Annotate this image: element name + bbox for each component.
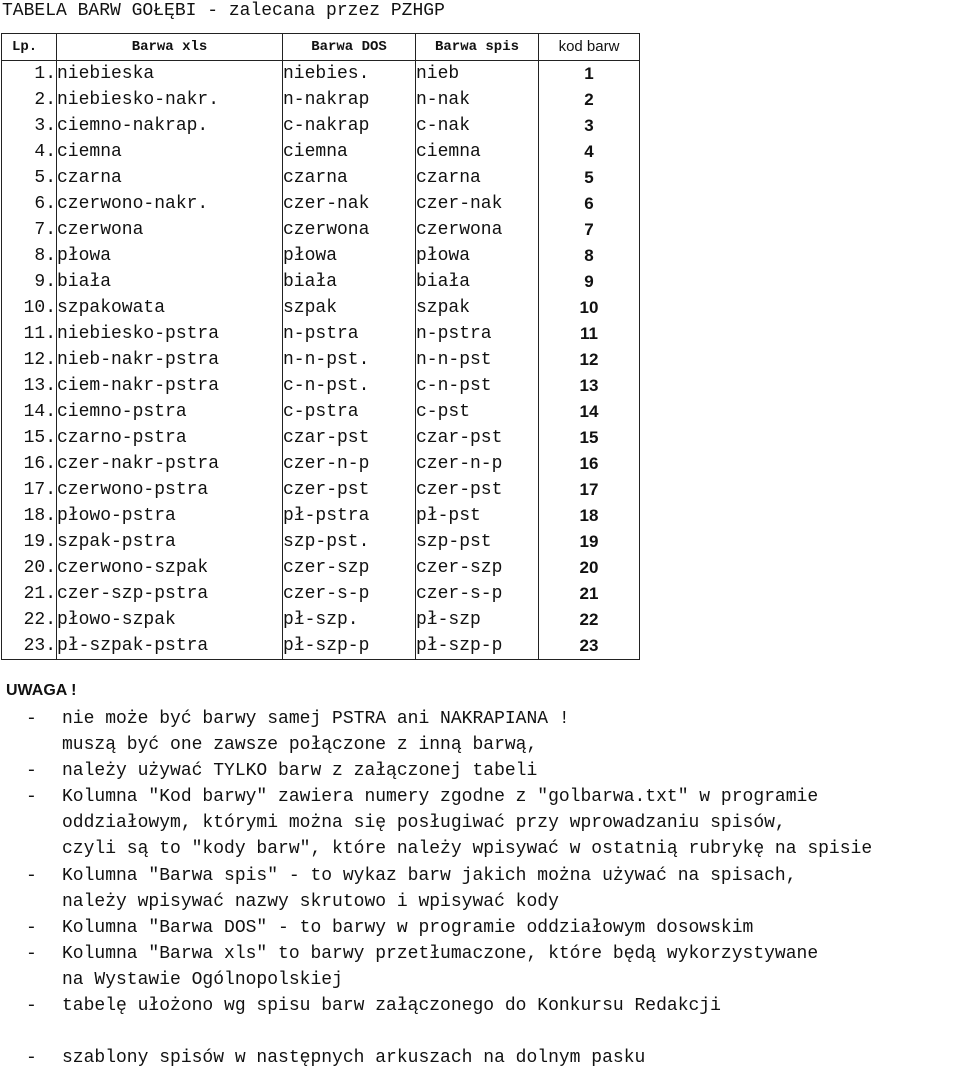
cell-lp: 13.: [2, 373, 57, 399]
table-row: [2, 607, 640, 633]
cell-barwa-xls: ciemna: [57, 139, 283, 165]
warning-label: UWAGA !: [6, 682, 77, 699]
cell-barwa-dos: czer-szp: [283, 555, 416, 581]
table-row: [2, 581, 640, 607]
cell-barwa-xls: pł-szpak-pstra: [57, 633, 283, 660]
cell-kod-barw: 8: [539, 243, 640, 269]
cell-barwa-xls: niebiesko-nakr.: [57, 87, 283, 113]
page-title: TABELA BARW GOŁĘBI - zalecana przez PZHGP: [2, 1, 445, 21]
note-text: Kolumna "Kod barwy" zawiera numery zgodne z "golbarwa.txt" w programie: [62, 787, 819, 807]
note-text: na Wystawie Ogólnopolskiej: [62, 970, 343, 990]
color-table: [1, 33, 640, 660]
cell-kod-barw: 18: [539, 503, 640, 529]
cell-barwa-dos: biała: [283, 269, 416, 295]
cell-barwa-xls: czer-nakr-pstra: [57, 451, 283, 477]
table-row: [2, 165, 640, 191]
cell-barwa-xls: czerwono-nakr.: [57, 191, 283, 217]
cell-kod-barw: 16: [539, 451, 640, 477]
cell-lp: 20.: [2, 555, 57, 581]
table-row: [2, 373, 640, 399]
cell-lp: 18.: [2, 503, 57, 529]
cell-lp: 19.: [2, 529, 57, 555]
note-bullet: -: [26, 761, 37, 781]
note-text: tabelę ułożono wg spisu barw załączonego do Konkursu Redakcji: [62, 996, 721, 1016]
cell-barwa-xls: płowa: [57, 243, 283, 269]
cell-barwa-spis: c-nak: [416, 113, 539, 139]
cell-barwa-spis: czer-s-p: [416, 581, 539, 607]
cell-barwa-spis: n-pstra: [416, 321, 539, 347]
cell-barwa-xls: płowo-szpak: [57, 607, 283, 633]
cell-lp: 7.: [2, 217, 57, 243]
cell-barwa-xls: czer-szp-pstra: [57, 581, 283, 607]
cell-kod-barw: 9: [539, 269, 640, 295]
cell-barwa-dos: pł-pstra: [283, 503, 416, 529]
cell-barwa-dos: pł-szp-p: [283, 633, 416, 660]
note-bullet: -: [26, 866, 37, 886]
cell-barwa-spis: pł-pst: [416, 503, 539, 529]
table-row: [2, 139, 640, 165]
cell-kod-barw: 5: [539, 165, 640, 191]
cell-barwa-spis: czer-szp: [416, 555, 539, 581]
cell-kod-barw: 23: [539, 633, 640, 660]
cell-barwa-spis: c-pst: [416, 399, 539, 425]
table-row: [2, 61, 640, 88]
cell-kod-barw: 19: [539, 529, 640, 555]
cell-barwa-spis: ciemna: [416, 139, 539, 165]
cell-barwa-spis: pł-szp: [416, 607, 539, 633]
cell-lp: 17.: [2, 477, 57, 503]
header-barwa-xls: Barwa xls: [57, 34, 283, 61]
cell-barwa-xls: czerwona: [57, 217, 283, 243]
cell-barwa-xls: czerwono-szpak: [57, 555, 283, 581]
cell-barwa-dos: czer-pst: [283, 477, 416, 503]
table-row: [2, 347, 640, 373]
note-bullet: -: [26, 944, 37, 964]
cell-barwa-dos: płowa: [283, 243, 416, 269]
cell-barwa-spis: szpak: [416, 295, 539, 321]
note-text: Kolumna "Barwa DOS" - to barwy w programie oddziałowym dosowskim: [62, 918, 754, 938]
table-row: [2, 295, 640, 321]
table-row: [2, 269, 640, 295]
cell-barwa-dos: szp-pst.: [283, 529, 416, 555]
cell-barwa-xls: biała: [57, 269, 283, 295]
header-kod-barw: kod barw: [539, 34, 640, 61]
cell-barwa-dos: c-pstra: [283, 399, 416, 425]
cell-barwa-dos: czer-s-p: [283, 581, 416, 607]
note-text: muszą być one zawsze połączone z inną barwą,: [62, 735, 538, 755]
cell-barwa-dos: ciemna: [283, 139, 416, 165]
cell-lp: 1.: [2, 61, 57, 88]
cell-lp: 23.: [2, 633, 57, 660]
cell-lp: 2.: [2, 87, 57, 113]
cell-barwa-dos: n-n-pst.: [283, 347, 416, 373]
cell-barwa-spis: czer-pst: [416, 477, 539, 503]
note-bullet: -: [26, 709, 37, 729]
cell-kod-barw: 2: [539, 87, 640, 113]
cell-barwa-xls: nieb-nakr-pstra: [57, 347, 283, 373]
table-row: [2, 217, 640, 243]
cell-lp: 4.: [2, 139, 57, 165]
note-text: oddziałowym, którymi można się posługiwać przy wprowadzaniu spisów,: [62, 813, 786, 833]
header-barwa-spis: Barwa spis: [416, 34, 539, 61]
cell-lp: 10.: [2, 295, 57, 321]
cell-barwa-spis: szp-pst: [416, 529, 539, 555]
cell-barwa-spis: czar-pst: [416, 425, 539, 451]
table-row: [2, 191, 640, 217]
note-text: nie może być barwy samej PSTRA ani NAKRAPIANA !: [62, 709, 570, 729]
table-row: [2, 87, 640, 113]
table-header-row: [2, 34, 640, 61]
cell-barwa-dos: n-nakrap: [283, 87, 416, 113]
cell-lp: 5.: [2, 165, 57, 191]
cell-kod-barw: 15: [539, 425, 640, 451]
table-row: [2, 451, 640, 477]
cell-lp: 22.: [2, 607, 57, 633]
cell-kod-barw: 11: [539, 321, 640, 347]
cell-kod-barw: 4: [539, 139, 640, 165]
cell-lp: 16.: [2, 451, 57, 477]
cell-barwa-xls: niebieska: [57, 61, 283, 88]
cell-barwa-dos: c-n-pst.: [283, 373, 416, 399]
cell-barwa-xls: czerwono-pstra: [57, 477, 283, 503]
cell-kod-barw: 20: [539, 555, 640, 581]
cell-barwa-xls: ciemno-nakrap.: [57, 113, 283, 139]
header-lp: Lp.: [2, 34, 57, 61]
cell-kod-barw: 1: [539, 61, 640, 88]
cell-lp: 6.: [2, 191, 57, 217]
cell-barwa-dos: c-nakrap: [283, 113, 416, 139]
cell-barwa-dos: czar-pst: [283, 425, 416, 451]
table-row: [2, 399, 640, 425]
cell-kod-barw: 10: [539, 295, 640, 321]
note-bullet: -: [26, 1048, 37, 1068]
cell-barwa-dos: czer-n-p: [283, 451, 416, 477]
cell-barwa-xls: szpakowata: [57, 295, 283, 321]
table-row: [2, 321, 640, 347]
cell-barwa-spis: czer-n-p: [416, 451, 539, 477]
cell-lp: 8.: [2, 243, 57, 269]
cell-kod-barw: 12: [539, 347, 640, 373]
cell-barwa-xls: czarna: [57, 165, 283, 191]
cell-barwa-xls: ciem-nakr-pstra: [57, 373, 283, 399]
note-bullet: -: [26, 918, 37, 938]
cell-lp: 15.: [2, 425, 57, 451]
cell-barwa-xls: czarno-pstra: [57, 425, 283, 451]
note-text: szablony spisów w następnych arkuszach na dolnym pasku: [62, 1048, 646, 1068]
note-bullet: -: [26, 787, 37, 807]
cell-kod-barw: 22: [539, 607, 640, 633]
cell-barwa-spis: płowa: [416, 243, 539, 269]
cell-lp: 9.: [2, 269, 57, 295]
table-row: [2, 633, 640, 660]
note-text: Kolumna "Barwa spis" - to wykaz barw jakich można używać na spisach,: [62, 866, 797, 886]
cell-barwa-xls: szpak-pstra: [57, 529, 283, 555]
cell-barwa-spis: czarna: [416, 165, 539, 191]
table-row: [2, 113, 640, 139]
table-row: [2, 503, 640, 529]
cell-barwa-dos: czer-nak: [283, 191, 416, 217]
cell-barwa-dos: czarna: [283, 165, 416, 191]
header-barwa-dos: Barwa DOS: [283, 34, 416, 61]
cell-kod-barw: 14: [539, 399, 640, 425]
cell-barwa-xls: niebiesko-pstra: [57, 321, 283, 347]
cell-barwa-dos: niebies.: [283, 61, 416, 88]
cell-barwa-spis: nieb: [416, 61, 539, 88]
cell-barwa-dos: n-pstra: [283, 321, 416, 347]
cell-lp: 12.: [2, 347, 57, 373]
cell-kod-barw: 21: [539, 581, 640, 607]
cell-lp: 3.: [2, 113, 57, 139]
cell-kod-barw: 17: [539, 477, 640, 503]
table-row: [2, 243, 640, 269]
note-text: Kolumna "Barwa xls" to barwy przetłumaczone, które będą wykorzystywane: [62, 944, 819, 964]
cell-kod-barw: 3: [539, 113, 640, 139]
note-text: należy wpisywać nazwy skrutowo i wpisywać kody: [62, 892, 559, 912]
cell-lp: 21.: [2, 581, 57, 607]
cell-kod-barw: 13: [539, 373, 640, 399]
cell-barwa-spis: czerwona: [416, 217, 539, 243]
table-row: [2, 555, 640, 581]
table-body: [2, 61, 640, 660]
cell-barwa-spis: n-n-pst: [416, 347, 539, 373]
cell-barwa-xls: płowo-pstra: [57, 503, 283, 529]
cell-barwa-spis: n-nak: [416, 87, 539, 113]
cell-kod-barw: 7: [539, 217, 640, 243]
cell-barwa-spis: pł-szp-p: [416, 633, 539, 660]
table-row: [2, 529, 640, 555]
note-text: czyli są to "kody barw", które należy wpisywać w ostatnią rubrykę na spisie: [62, 839, 873, 859]
note-text: należy używać TYLKO barw z załączonej tabeli: [62, 761, 538, 781]
cell-barwa-dos: szpak: [283, 295, 416, 321]
table-row: [2, 477, 640, 503]
cell-barwa-xls: ciemno-pstra: [57, 399, 283, 425]
cell-barwa-dos: czerwona: [283, 217, 416, 243]
cell-lp: 14.: [2, 399, 57, 425]
cell-barwa-dos: pł-szp.: [283, 607, 416, 633]
cell-barwa-spis: czer-nak: [416, 191, 539, 217]
cell-lp: 11.: [2, 321, 57, 347]
cell-barwa-spis: c-n-pst: [416, 373, 539, 399]
note-bullet: -: [26, 996, 37, 1016]
table-row: [2, 425, 640, 451]
cell-kod-barw: 6: [539, 191, 640, 217]
cell-barwa-spis: biała: [416, 269, 539, 295]
